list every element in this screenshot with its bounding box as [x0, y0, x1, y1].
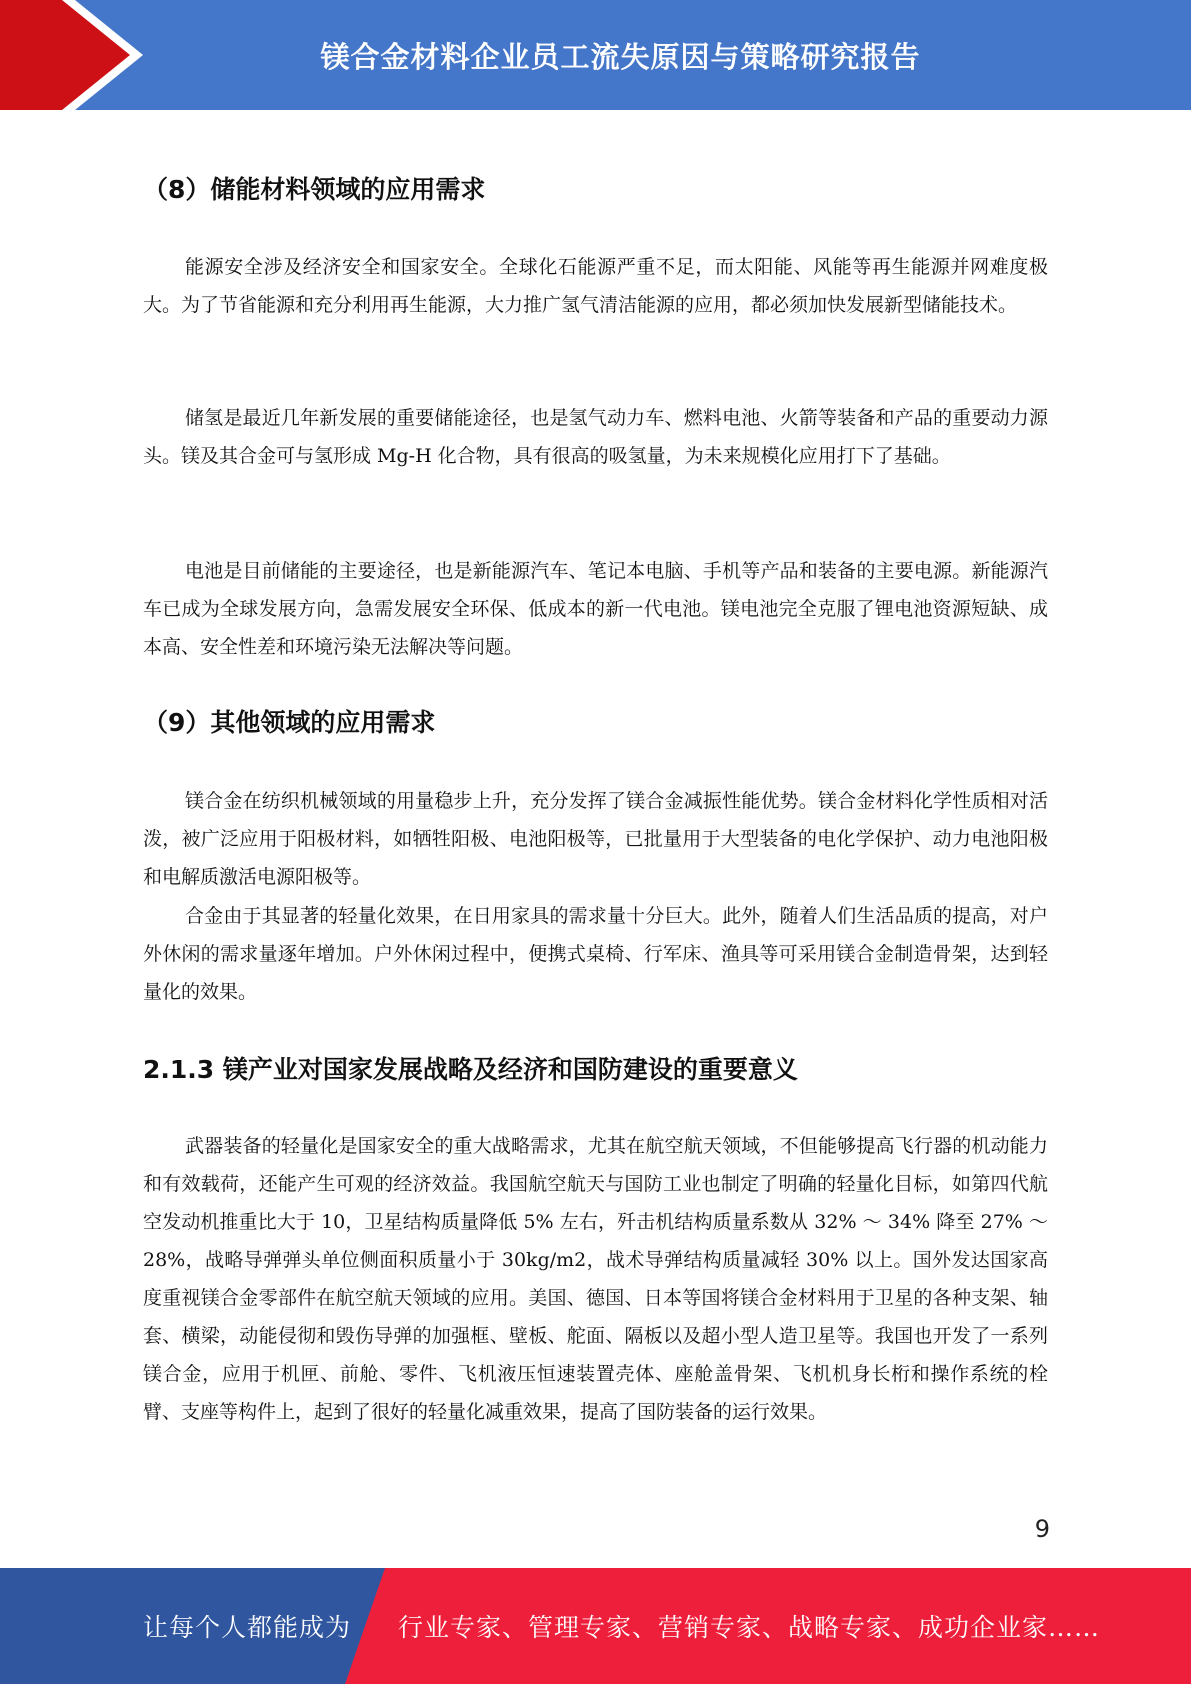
paragraph: 储氢是最近几年新发展的重要储能途径，也是氢气动力车、燃料电池、火箭等装备和产品的重要动力源头。镁及其合金可与氢形成 Mg-H 化合物，具有很高的吸氢量，为未来规模化应用打下了基础。: [143, 407, 1048, 467]
paragraph: 镁合金在纺织机械领域的用量稳步上升，充分发挥了镁合金减振性能优势。镁合金材料化学性质相对活泼，被广泛应用于阳极材料，如牺牲阳极、电池阳极等，已批量用于大型装备的电化学保护、动力电池阳极和电解质激活电源阳极等。: [143, 790, 1048, 888]
section-heading-2-1-3: 2.1.3 镁产业对国家发展战略及经济和国防建设的重要意义: [143, 1055, 798, 1084]
footer-slogan-left: 让每个人都能成为: [143, 1613, 352, 1642]
header-title: 镁合金材料企业员工流失原因与策略研究报告: [320, 39, 921, 74]
page-footer: [0, 1568, 1191, 1684]
paragraph: 武器装备的轻量化是国家安全的重大战略需求，尤其在航空航天领域，不但能够提高飞行器的机动能力和有效载荷，还能产生可观的经济效益。我国航空航天与国防工业也制定了明确的轻量化目标，如第四代航空发动机推重比大于 10，卫星结构质量降低 5% 左右，歼击机结构质量系数从 32% ～ 34% 降至 27% ～ 28%，战略导弹弹头单位侧面积质量小于 30kg/m2，战术导弹结构质量减轻 30% 以上。国外发达国家高度重视镁合金零部件在航空航天领域的应用。美国、德国、日本等国将镁合金材料用于卫星的各种支架、轴套、横梁，动能侵彻和毁伤导弹的加强框、壁板、舵面、隔板以及超小型人造卫星等。我国也开发了一系列镁合金，应用于机匣、前舱、零件、飞机液压恒速装置壳体、座舱盖骨架、飞机机身长桁和操作系统的栓臂、支座等构件上，起到了很好的轻量化减重效果，提高了国防装备的运行效果。: [143, 1135, 1048, 1423]
page-number: 9: [1034, 1515, 1050, 1543]
header-arrow-icon: [0, 0, 160, 110]
section-heading-9: （9）其他领域的应用需求: [143, 708, 436, 737]
paragraph: 电池是目前储能的主要途径，也是新能源汽车、笔记本电脑、手机等产品和装备的主要电源。新能源汽车已成为全球发展方向，急需发展安全环保、低成本的新一代电池。镁电池完全克服了锂电池资源短缺、成本高、安全性差和环境污染无法解决等问题。: [143, 560, 1048, 658]
section-heading-8: （8）储能材料领域的应用需求: [143, 175, 486, 204]
paragraph: 能源安全涉及经济安全和国家安全。全球化石能源严重不足，而太阳能、风能等再生能源并网难度极大。为了节省能源和充分利用再生能源，大力推广氢气清洁能源的应用，都必须加快发展新型储能技术。: [143, 256, 1048, 316]
footer-slogan-right: 行业专家、管理专家、营销专家、战略专家、成功企业家……: [398, 1613, 1101, 1642]
page-header: [0, 0, 1191, 110]
paragraph: 合金由于其显著的轻量化效果，在日用家具的需求量十分巨大。此外，随着人们生活品质的提高，对户外休闲的需求量逐年增加。户外休闲过程中，便携式桌椅、行军床、渔具等可采用镁合金制造骨架，达到轻量化的效果。: [143, 905, 1048, 1003]
